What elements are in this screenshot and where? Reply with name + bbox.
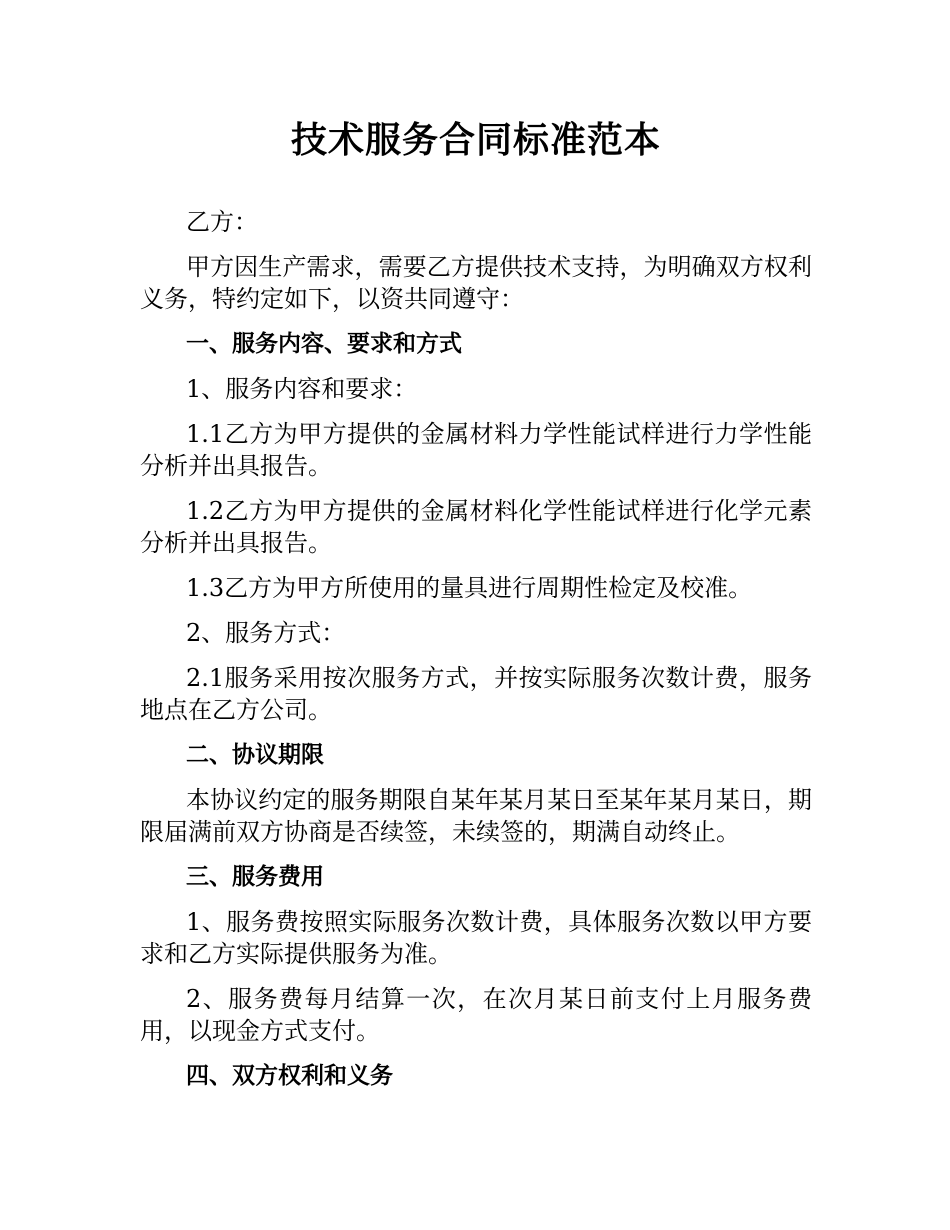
section-2-text: 本协议约定的服务期限自某年某月某日至某年某月某日，期限届满前双方协商是否续签，未续签的，期满自动终止。 [140,786,812,846]
section-2-heading: 二、协议期限 [186,742,324,768]
section-1-sub-2-title: 2、服务方式： [186,619,346,647]
item-1-2: 1.2乙方为甲方提供的金属材料化学性能试样进行化学元素分析并出具报告。 [140,497,812,557]
section-1-sub-1-title: 1、服务内容和要求： [186,375,418,403]
section-1-heading: 一、服务内容、要求和方式 [186,331,462,357]
section-3-item-1: 1、服务费按照实际服务次数计费，具体服务次数以甲方要求和乙方实际提供服务为准。 [140,908,812,968]
section-3-heading: 三、服务费用 [186,864,324,890]
section-4-heading: 四、双方权利和义务 [186,1063,393,1089]
item-2-1: 2.1服务采用按次服务方式，并按实际服务次数计费，服务地点在乙方公司。 [140,664,812,724]
item-1-1: 1.1乙方为甲方提供的金属材料力学性能试样进行力学性能分析并出具报告。 [140,420,812,480]
item-1-3: 1.3乙方为甲方所使用的量具进行周期性检定及校准。 [186,574,753,602]
document-title: 技术服务合同标准范本 [290,120,661,161]
document-body [140,118,812,1105]
section-3-item-2: 2、服务费每月结算一次，在次月某日前支付上月服务费用，以现金方式支付。 [140,985,812,1045]
party-b-line: 乙方： [186,208,258,236]
intro-paragraph: 甲方因生产需求，需要乙方提供技术支持，为明确双方权利义务，特约定如下，以资共同遵守： [140,253,812,313]
